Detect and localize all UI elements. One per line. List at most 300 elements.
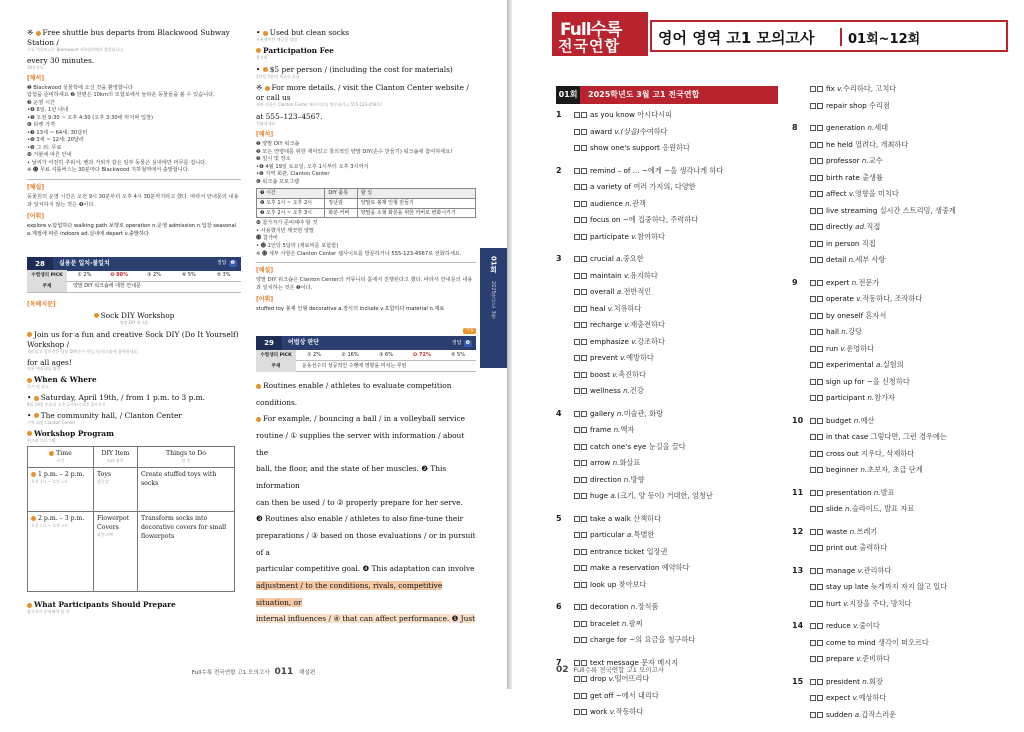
passage-line: can then be used / to ② properly prepare for her serve.	[256, 497, 463, 507]
vocab-meaning: 강조하다	[637, 336, 665, 346]
vocab-meaning: 실시간 스트리밍, 생중계	[879, 205, 956, 215]
checkbox-icon[interactable]	[581, 306, 587, 312]
question-29-block	[256, 328, 476, 372]
vocab-pos: v.	[608, 674, 615, 683]
vocab-item	[574, 337, 778, 354]
checkbox-icon[interactable]	[817, 208, 823, 214]
table-header: Things to Do 할 일	[138, 447, 235, 468]
checkbox-icon[interactable]	[581, 112, 587, 118]
vocab-meaning: 관리하다	[863, 565, 892, 575]
checkbox-icon[interactable]	[810, 529, 816, 535]
checkbox-icon[interactable]	[817, 695, 823, 701]
checkbox-icon[interactable]	[810, 395, 816, 401]
vocab-text: stuffed toy 봉제 인형 decorative a.장식의 include v.포함하다 material n.재료	[256, 306, 445, 313]
checkbox-icon[interactable]	[581, 582, 587, 588]
checkbox-icon[interactable]	[581, 532, 587, 538]
vocab-pos: n.	[867, 123, 875, 132]
vocab-word: prevent	[590, 353, 618, 362]
checkbox-icon[interactable]	[574, 201, 580, 207]
checkbox-icon[interactable]	[574, 460, 580, 466]
table-row	[28, 512, 235, 592]
checkbox-icon[interactable]	[574, 411, 580, 417]
checkbox-icon[interactable]	[581, 273, 587, 279]
checkbox-icon[interactable]	[810, 313, 816, 319]
checkbox-icon[interactable]	[574, 477, 580, 483]
translation-line: ❸ 일시 및 장소	[256, 156, 291, 163]
vocab-item	[810, 294, 992, 311]
vocab-meaning: 건강	[629, 386, 644, 395]
vocab-word: affect	[826, 189, 847, 198]
checkbox-icon[interactable]	[817, 623, 823, 629]
vocab-word: detail	[826, 255, 847, 264]
checkbox-icon[interactable]	[817, 529, 823, 535]
vocab-meaning: 입장권	[646, 546, 668, 556]
vocab-item	[574, 215, 778, 232]
vocab-word: emphasize	[590, 336, 629, 346]
vocab-pos: n.	[623, 474, 631, 484]
passage-line: particular competitive goal. ❹ This adaptation can involve	[256, 564, 475, 574]
checkbox-icon[interactable]	[581, 460, 587, 466]
vocab-pos: v.	[856, 654, 863, 663]
checkbox-icon[interactable]	[581, 621, 587, 627]
answer-text: 정답	[451, 339, 462, 346]
question-number: 9	[792, 277, 798, 287]
checkbox-icon[interactable]	[810, 679, 816, 685]
checkbox-icon[interactable]	[810, 379, 816, 385]
vocab-pos: v.	[631, 231, 638, 241]
vocab-pos: v.	[848, 189, 855, 198]
bullet-icon	[27, 431, 32, 436]
checkbox-icon[interactable]	[581, 289, 587, 295]
side-tab-label: 01회	[489, 256, 498, 273]
vocab-item	[810, 84, 992, 101]
checkbox-icon[interactable]	[810, 346, 816, 352]
vocab-meaning: 줄이다	[858, 621, 880, 630]
vocab-meaning: 열려다, 개최하다	[855, 139, 909, 149]
vocab-pos: v.	[840, 343, 847, 353]
intro-sub-2: 30분마다	[27, 64, 44, 70]
vocab-group	[556, 514, 778, 597]
checkbox-icon[interactable]	[810, 584, 816, 590]
title-separator	[840, 28, 842, 46]
checkbox-icon[interactable]	[581, 355, 587, 361]
checkbox-icon[interactable]	[574, 444, 580, 450]
checkbox-icon[interactable]	[817, 191, 823, 197]
translation-line: ※ ⓭ 세부 사항은 Clanton Center 웹사이트를 방문하거나 555-123-4567로 전화하세요.	[256, 250, 462, 257]
checkbox-icon[interactable]	[574, 306, 580, 312]
vocab-column-2	[792, 84, 992, 732]
checkbox-icon[interactable]	[581, 217, 587, 223]
vocab-word: work	[590, 707, 608, 716]
bullet-icon	[27, 332, 32, 337]
vocab-meaning: 예약하다	[661, 563, 690, 572]
vocab-item	[574, 254, 778, 271]
checkbox-icon[interactable]	[817, 451, 823, 457]
checkbox-icon[interactable]	[817, 467, 823, 473]
vocab-meaning: 영향을 미치다	[854, 189, 899, 198]
vocab-meaning: ~을 신청하다	[866, 376, 910, 386]
vocab-word: huge	[590, 491, 609, 500]
checkbox-icon[interactable]	[574, 355, 580, 361]
vocab-word: wellness	[590, 386, 621, 395]
checkbox-icon[interactable]	[817, 241, 823, 247]
checkbox-icon[interactable]	[810, 125, 816, 131]
vocab-meaning: 운영하다	[846, 343, 875, 353]
checkbox-icon[interactable]	[581, 168, 587, 174]
vocab-item	[810, 638, 992, 655]
checkbox-icon[interactable]	[574, 604, 580, 610]
checkbox-icon[interactable]	[810, 490, 816, 496]
checkbox-icon[interactable]	[810, 623, 816, 629]
translation-heading: [해석]	[256, 130, 274, 138]
checkbox-icon[interactable]	[810, 640, 816, 646]
vocab-meaning: 교수	[868, 156, 883, 165]
checkbox-icon[interactable]	[810, 362, 816, 368]
checkbox-icon[interactable]	[817, 346, 823, 352]
checkbox-icon[interactable]	[574, 427, 580, 433]
checkbox-icon[interactable]	[574, 582, 580, 588]
checkbox-icon[interactable]	[810, 257, 816, 263]
pick-choice: ④ 5%	[181, 272, 196, 279]
vocab-meaning: 찾아보다	[618, 579, 647, 589]
vocab-item	[574, 602, 778, 619]
vocab-item	[810, 488, 992, 505]
vocab-item	[574, 127, 778, 144]
left-footer	[0, 667, 507, 677]
translation-line: ※ ⓫ 무료 셔틀버스는 30분마다 Blackwood 지하철역에서 출발합니다.	[27, 167, 190, 174]
vocab-word: particular	[590, 530, 625, 539]
checkbox-icon[interactable]	[817, 158, 823, 164]
vocab-word: arrow	[590, 458, 611, 467]
translation-line: ❿ 참가자가 준비해야 할 것	[256, 220, 318, 227]
checkbox-icon[interactable]	[574, 168, 580, 174]
checkbox-icon[interactable]	[574, 676, 580, 682]
vocab-meaning: 떨어뜨리다	[614, 674, 650, 683]
right-footer	[556, 665, 664, 675]
checkbox-icon[interactable]	[817, 568, 823, 574]
translation-line: •❼ 13세 ~ 64세: 30달러	[27, 129, 88, 136]
checkbox-icon[interactable]	[574, 637, 580, 643]
checkbox-icon[interactable]	[817, 257, 823, 263]
question-number: 13	[792, 565, 804, 575]
vocab-item	[574, 547, 778, 564]
checkbox-icon[interactable]	[581, 145, 587, 151]
checkbox-icon[interactable]	[810, 280, 816, 286]
checkbox-icon[interactable]	[810, 208, 816, 214]
checkbox-icon[interactable]	[817, 329, 823, 335]
checkbox-icon[interactable]	[581, 444, 587, 450]
vocab-meaning: 화살표	[619, 458, 641, 467]
vocab-pos: v.	[837, 84, 844, 93]
exam-range: 01회~12회	[848, 32, 921, 47]
checkbox-icon[interactable]	[810, 86, 816, 92]
vocab-item	[810, 255, 992, 272]
vocab-word: stay up late	[826, 582, 869, 591]
checkbox-icon[interactable]	[574, 549, 580, 555]
vocab-item	[810, 140, 992, 157]
translation-line: ⓫ 참가비	[256, 235, 278, 242]
vocab-pos: n.	[845, 504, 852, 513]
phone-sub: 전화하세요	[256, 121, 276, 127]
vocab-word: take a walk	[590, 513, 631, 523]
checkbox-icon[interactable]	[817, 418, 823, 424]
vocab-meaning: 팔찌	[628, 618, 643, 628]
checkbox-icon[interactable]	[817, 601, 823, 607]
left-column-1	[27, 28, 241, 615]
checkbox-icon[interactable]	[810, 601, 816, 607]
checkbox-icon[interactable]	[574, 112, 580, 118]
checkbox-icon[interactable]	[574, 289, 580, 295]
when-heading: When & Where	[27, 375, 241, 385]
checkbox-icon[interactable]	[581, 234, 587, 240]
grammar-tag: 어법	[465, 328, 474, 334]
vocab-meaning: 방향	[630, 474, 645, 484]
checkbox-icon[interactable]	[574, 234, 580, 240]
logo-line-2: 전국연합	[558, 37, 620, 55]
commentary-text: 양말 DIY 워크숍은 Clanton Center의 커뮤니티 홀에서 진행된다고 했다. 따라서 안내문의 내용과 일치하는 것은 ❷이다.	[256, 277, 473, 291]
vocab-pos: a.	[875, 360, 883, 369]
vocab-item	[810, 654, 992, 671]
vocab-column-1	[556, 86, 778, 730]
vocab-group	[792, 566, 992, 616]
checkbox-icon[interactable]	[574, 709, 580, 715]
checkbox-icon[interactable]	[581, 693, 587, 699]
checkbox-icon[interactable]	[574, 493, 580, 499]
translation-line: ❷ 모든 연령대를 위한 재미있고 창의적인 양말 DIY(손수 만들기) 워크숍에 참여하세요!	[256, 148, 453, 155]
checkbox-icon[interactable]	[817, 142, 823, 148]
checkbox-icon[interactable]	[581, 709, 587, 715]
translation-line: •❹ 4월 19일 토요일, 오후 1시부터 오후 3시까지	[256, 163, 369, 170]
checkbox-icon[interactable]	[810, 296, 816, 302]
vocab-item	[574, 707, 778, 724]
vocab-word: frame	[590, 425, 612, 434]
translation-block	[27, 85, 241, 175]
answer-badge: ❷	[230, 260, 235, 267]
checkbox-icon[interactable]	[581, 516, 587, 522]
divider	[256, 262, 476, 263]
for-all-sub: 모든 연령대를 위한	[27, 366, 61, 372]
checkbox-icon[interactable]	[810, 241, 816, 247]
checkbox-icon[interactable]	[581, 201, 587, 207]
vocab-pos: n.	[616, 408, 624, 418]
vocab-item	[810, 693, 992, 710]
checkbox-icon[interactable]	[581, 184, 587, 190]
more-line: ※ For more details, / visit the Clanton Center website / or call us	[256, 83, 469, 103]
checkbox-icon[interactable]	[581, 129, 587, 135]
checkbox-icon[interactable]	[810, 506, 816, 512]
checkbox-icon[interactable]	[817, 224, 823, 230]
vocab-word: expect	[826, 693, 851, 702]
checkbox-icon[interactable]	[581, 388, 587, 394]
checkbox-icon[interactable]	[574, 339, 580, 345]
checkbox-icon[interactable]	[810, 467, 816, 473]
passage-line-highlighted: internal influences / ④ that can affect performance. ❺ Just	[256, 614, 476, 624]
vocab-word: come to mind	[826, 637, 876, 647]
vocab-pos: n.	[848, 255, 856, 264]
brand-logo	[552, 12, 648, 56]
vocab-word: sign up for	[826, 376, 865, 386]
checkbox-icon[interactable]	[581, 676, 587, 682]
checkbox-icon[interactable]	[581, 427, 587, 433]
vocab-meaning: 재충전하다	[630, 320, 665, 329]
checkbox-icon[interactable]	[574, 217, 580, 223]
checkbox-icon[interactable]	[810, 656, 816, 662]
question-29-bar	[256, 336, 476, 350]
checkbox-icon[interactable]	[817, 584, 823, 590]
vocab-meaning: 미술관, 화랑	[623, 408, 664, 418]
checkbox-icon[interactable]	[810, 191, 816, 197]
checkbox-icon[interactable]	[581, 339, 587, 345]
bullet-icon	[31, 516, 36, 521]
checkbox-icon[interactable]	[817, 490, 823, 496]
checkbox-icon[interactable]	[810, 224, 816, 230]
vocab-word: directly	[826, 222, 853, 231]
checkbox-icon[interactable]	[810, 142, 816, 148]
checkbox-icon[interactable]	[581, 256, 587, 262]
checkbox-icon[interactable]	[581, 637, 587, 643]
checkbox-icon[interactable]	[581, 604, 587, 610]
table-header-sub: DIY 품목	[107, 458, 124, 464]
bullet-icon	[34, 396, 39, 401]
vocab-pos: n.	[861, 156, 869, 165]
vocab-meaning: 치유하다	[613, 303, 642, 313]
checkbox-icon[interactable]	[817, 640, 823, 646]
checkbox-icon[interactable]	[810, 568, 816, 574]
checkbox-icon[interactable]	[817, 86, 823, 92]
checkbox-icon[interactable]	[810, 418, 816, 424]
passage-line: For example, / bouncing a ball / in a volleyball service	[256, 411, 476, 428]
checkbox-icon[interactable]	[817, 434, 823, 440]
vocab-word: budget	[826, 415, 852, 425]
vocab-pos: n.	[867, 393, 875, 402]
table-header: DIY Item DIY 품목	[94, 447, 138, 468]
checkbox-icon[interactable]	[574, 129, 580, 135]
checkbox-icon[interactable]	[810, 712, 816, 718]
place-sub: 지역 회관 Clanton Center	[27, 419, 76, 425]
checkbox-icon[interactable]	[574, 388, 580, 394]
checkbox-icon[interactable]	[810, 695, 816, 701]
checkbox-icon[interactable]	[574, 532, 580, 538]
vocab-meaning: 출력하다	[859, 543, 888, 552]
checkbox-icon[interactable]	[810, 103, 816, 109]
checkbox-icon[interactable]	[817, 679, 823, 685]
translation-heading: [해석]	[27, 74, 45, 82]
join-sub: 재미있고 창의적인 양말 DIY(손수 만들기) 워크숍에 참여하세요	[27, 348, 138, 354]
vocab-meaning: 유지하다	[629, 270, 658, 280]
vocab-word: professor	[826, 156, 860, 165]
checkbox-icon[interactable]	[817, 103, 823, 109]
vocab-word: drop	[590, 674, 607, 683]
vocab-item	[574, 442, 778, 459]
checkbox-icon[interactable]	[817, 506, 823, 512]
checkbox-icon[interactable]	[810, 451, 816, 457]
checkbox-icon[interactable]	[581, 477, 587, 483]
checkbox-icon[interactable]	[574, 145, 580, 151]
checkbox-icon[interactable]	[810, 545, 816, 551]
checkbox-icon[interactable]	[574, 273, 580, 279]
checkbox-icon[interactable]	[817, 280, 823, 286]
translation-line: •❺ 지역 회관, Clanton Center	[256, 171, 330, 178]
checkbox-icon[interactable]	[581, 565, 587, 571]
checkbox-icon[interactable]	[817, 296, 823, 302]
what-heading: What Participants Should Prepare	[27, 600, 241, 610]
vocab-item	[810, 311, 992, 328]
vocab-meaning: 산책하다	[633, 513, 662, 523]
vocab-item	[574, 475, 778, 492]
passage-line: routine / ① supplies the server with information / about the	[256, 431, 465, 457]
checkbox-icon[interactable]	[574, 184, 580, 190]
table-header: ❼ 시간	[257, 189, 325, 199]
checkbox-icon[interactable]	[817, 712, 823, 718]
question-number: 5	[556, 513, 562, 523]
used-line: • Used but clean socks	[256, 28, 350, 37]
checkbox-icon[interactable]	[581, 549, 587, 555]
checkbox-icon[interactable]	[581, 411, 587, 417]
translation-line: •❹ 8일, 1년 내내	[27, 107, 68, 114]
pick-choice: ⑤ 5%	[450, 351, 465, 358]
checkbox-icon[interactable]	[574, 621, 580, 627]
vocab-group	[792, 527, 992, 560]
vocab-pos: n.	[612, 458, 620, 467]
vocab-pos: v.(상을)	[614, 126, 640, 136]
vocab-word: charge for	[590, 635, 627, 644]
vocab-item	[810, 344, 992, 361]
vocab-meaning: 예상하다	[858, 693, 887, 702]
checkbox-icon[interactable]	[817, 545, 823, 551]
vocab-meaning: 수리점	[868, 100, 890, 110]
checkbox-icon[interactable]	[581, 493, 587, 499]
checkbox-icon[interactable]	[817, 125, 823, 131]
vocab-group	[792, 84, 992, 117]
vocab-meaning: 응원하다	[662, 143, 690, 152]
checkbox-icon[interactable]	[574, 256, 580, 262]
vocab-item	[810, 239, 992, 256]
footer-text: Full수록 전국연합 고1 모의고사	[191, 670, 270, 676]
vocab-meaning: 강당	[848, 327, 862, 336]
bullet-icon	[34, 413, 39, 418]
vocab-meaning: 작동하다, 조작하다	[862, 294, 923, 303]
checkbox-icon[interactable]	[574, 693, 580, 699]
checkbox-icon[interactable]	[574, 322, 580, 328]
translation-line: • 날씨가 여전히 추워서, 벤과 거위가 같은 일부 동물은 실내에만 머무를 겁니다.	[27, 159, 207, 166]
checkbox-icon[interactable]	[817, 395, 823, 401]
checkbox-icon[interactable]	[574, 516, 580, 522]
vocab-group	[556, 254, 778, 403]
checkbox-icon[interactable]	[817, 362, 823, 368]
vocab-pos: v.	[624, 270, 630, 280]
checkbox-icon[interactable]	[810, 329, 816, 335]
vocab-pos: n.	[623, 386, 630, 395]
vocab-item	[574, 409, 778, 426]
checkbox-icon[interactable]	[581, 322, 587, 328]
page-number: 011	[274, 667, 294, 677]
translation-table	[256, 188, 476, 218]
vocab-pos: a.	[616, 287, 624, 296]
checkbox-icon[interactable]	[817, 313, 823, 319]
checkbox-icon[interactable]	[817, 379, 823, 385]
theme-text: 양말 DIY 워크숍에 대한 안내문	[73, 283, 141, 290]
checkbox-icon[interactable]	[574, 565, 580, 571]
checkbox-icon[interactable]	[810, 434, 816, 440]
question-title: 실용문 일치·불일치	[59, 259, 110, 267]
checkbox-icon[interactable]	[810, 175, 816, 181]
vocab-word: sudden	[826, 709, 853, 719]
checkbox-icon[interactable]	[817, 175, 823, 181]
checkbox-icon[interactable]	[574, 372, 580, 378]
checkbox-icon[interactable]	[581, 372, 587, 378]
checkbox-icon[interactable]	[817, 656, 823, 662]
checkbox-icon[interactable]	[810, 158, 816, 164]
